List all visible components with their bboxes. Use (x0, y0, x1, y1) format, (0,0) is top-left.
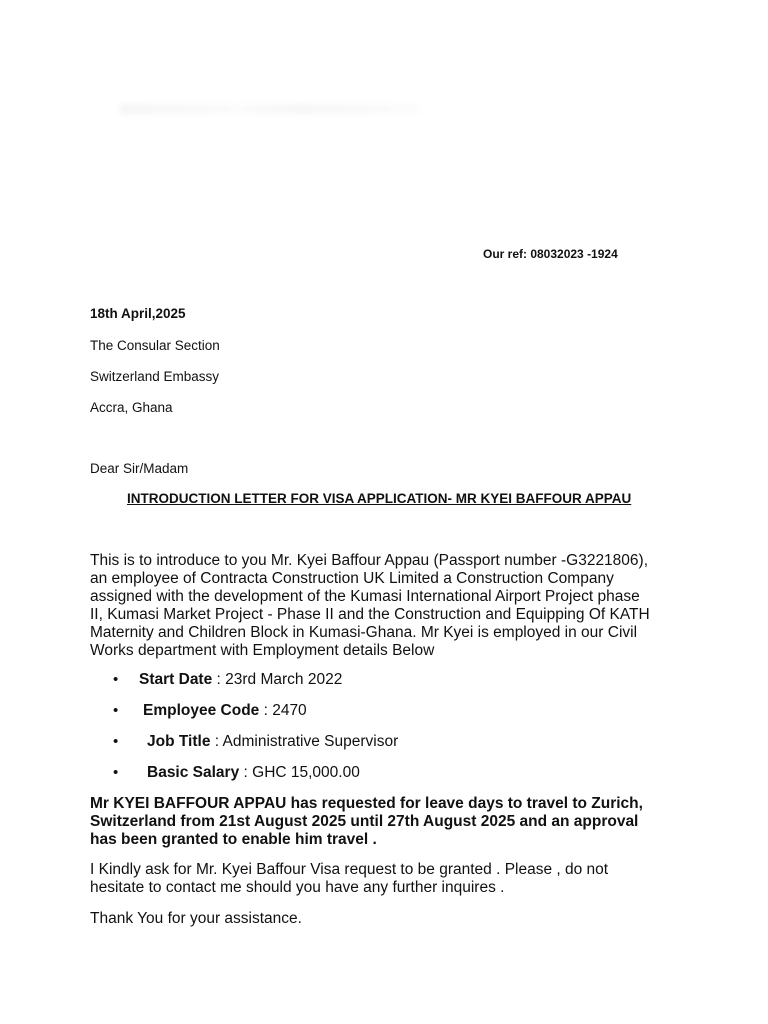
detail-label: Employee Code (143, 702, 260, 719)
detail-label: Job Title (147, 733, 211, 750)
intro-line: Maternity and Children Block in Kumasi-Ghana. Mr Kyei is employed in our Civil (90, 624, 638, 641)
request-line: hesitate to contact me should you have any further inquires . (90, 879, 505, 896)
address-line-3: Accra, Ghana (90, 400, 173, 415)
intro-line: assigned with the development of the Kumasi International Airport Project phase (90, 588, 640, 605)
leave-line: Mr KYEI BAFFOUR APPAU has requested for leave days to travel to Zurich, (90, 795, 643, 812)
detail-label: Start Date (139, 671, 213, 688)
detail-job-title (147, 733, 398, 751)
intro-line: an employee of Contracta Construction UK Limited a Construction Company (90, 570, 614, 587)
detail-value: : 23rd March 2022 (212, 671, 343, 688)
intro-paragraph (90, 552, 680, 660)
detail-basic-salary (147, 764, 360, 782)
address-line-2: Switzerland Embassy (90, 369, 220, 384)
faded-letterhead (120, 104, 420, 114)
leave-line: has been granted to enable him travel . (90, 831, 377, 848)
bullet-icon: • (113, 671, 119, 688)
intro-line: Works department with Employment details Below (90, 642, 435, 659)
detail-start-date (139, 671, 342, 689)
leave-paragraph (90, 795, 680, 849)
bullet-icon: • (113, 764, 119, 781)
intro-line: This is to introduce to you Mr. Kyei Baffour Appau (Passport number -G3221806), (90, 552, 649, 569)
detail-value: : 2470 (259, 702, 307, 719)
detail-value: : Administrative Supervisor (210, 733, 399, 750)
bullet-icon: • (113, 733, 119, 750)
letter-subject: INTRODUCTION LETTER FOR VISA APPLICATION- MR KYEI BAFFOUR APPAU (127, 491, 632, 506)
letter-date: 18th April,2025 (90, 306, 186, 321)
detail-employee-code (143, 702, 307, 720)
bullet-icon: • (113, 702, 119, 719)
detail-value: : GHC 15,000.00 (239, 764, 360, 781)
closing-line: Thank You for your assistance. (90, 910, 302, 927)
leave-line: Switzerland from 21st August 2025 until 27th August 2025 and an approval (90, 813, 639, 830)
address-line-1: The Consular Section (90, 338, 220, 353)
detail-label: Basic Salary (147, 764, 240, 781)
intro-line: II, Kumasi Market Project - Phase II and the Construction and Equipping Of KATH (90, 606, 650, 623)
reference-number: Our ref: 08032023 -1924 (483, 247, 618, 261)
salutation: Dear Sir/Madam (90, 461, 189, 476)
request-paragraph (90, 861, 680, 897)
request-line: I Kindly ask for Mr. Kyei Baffour Visa request to be granted . Please , do not (90, 861, 609, 878)
